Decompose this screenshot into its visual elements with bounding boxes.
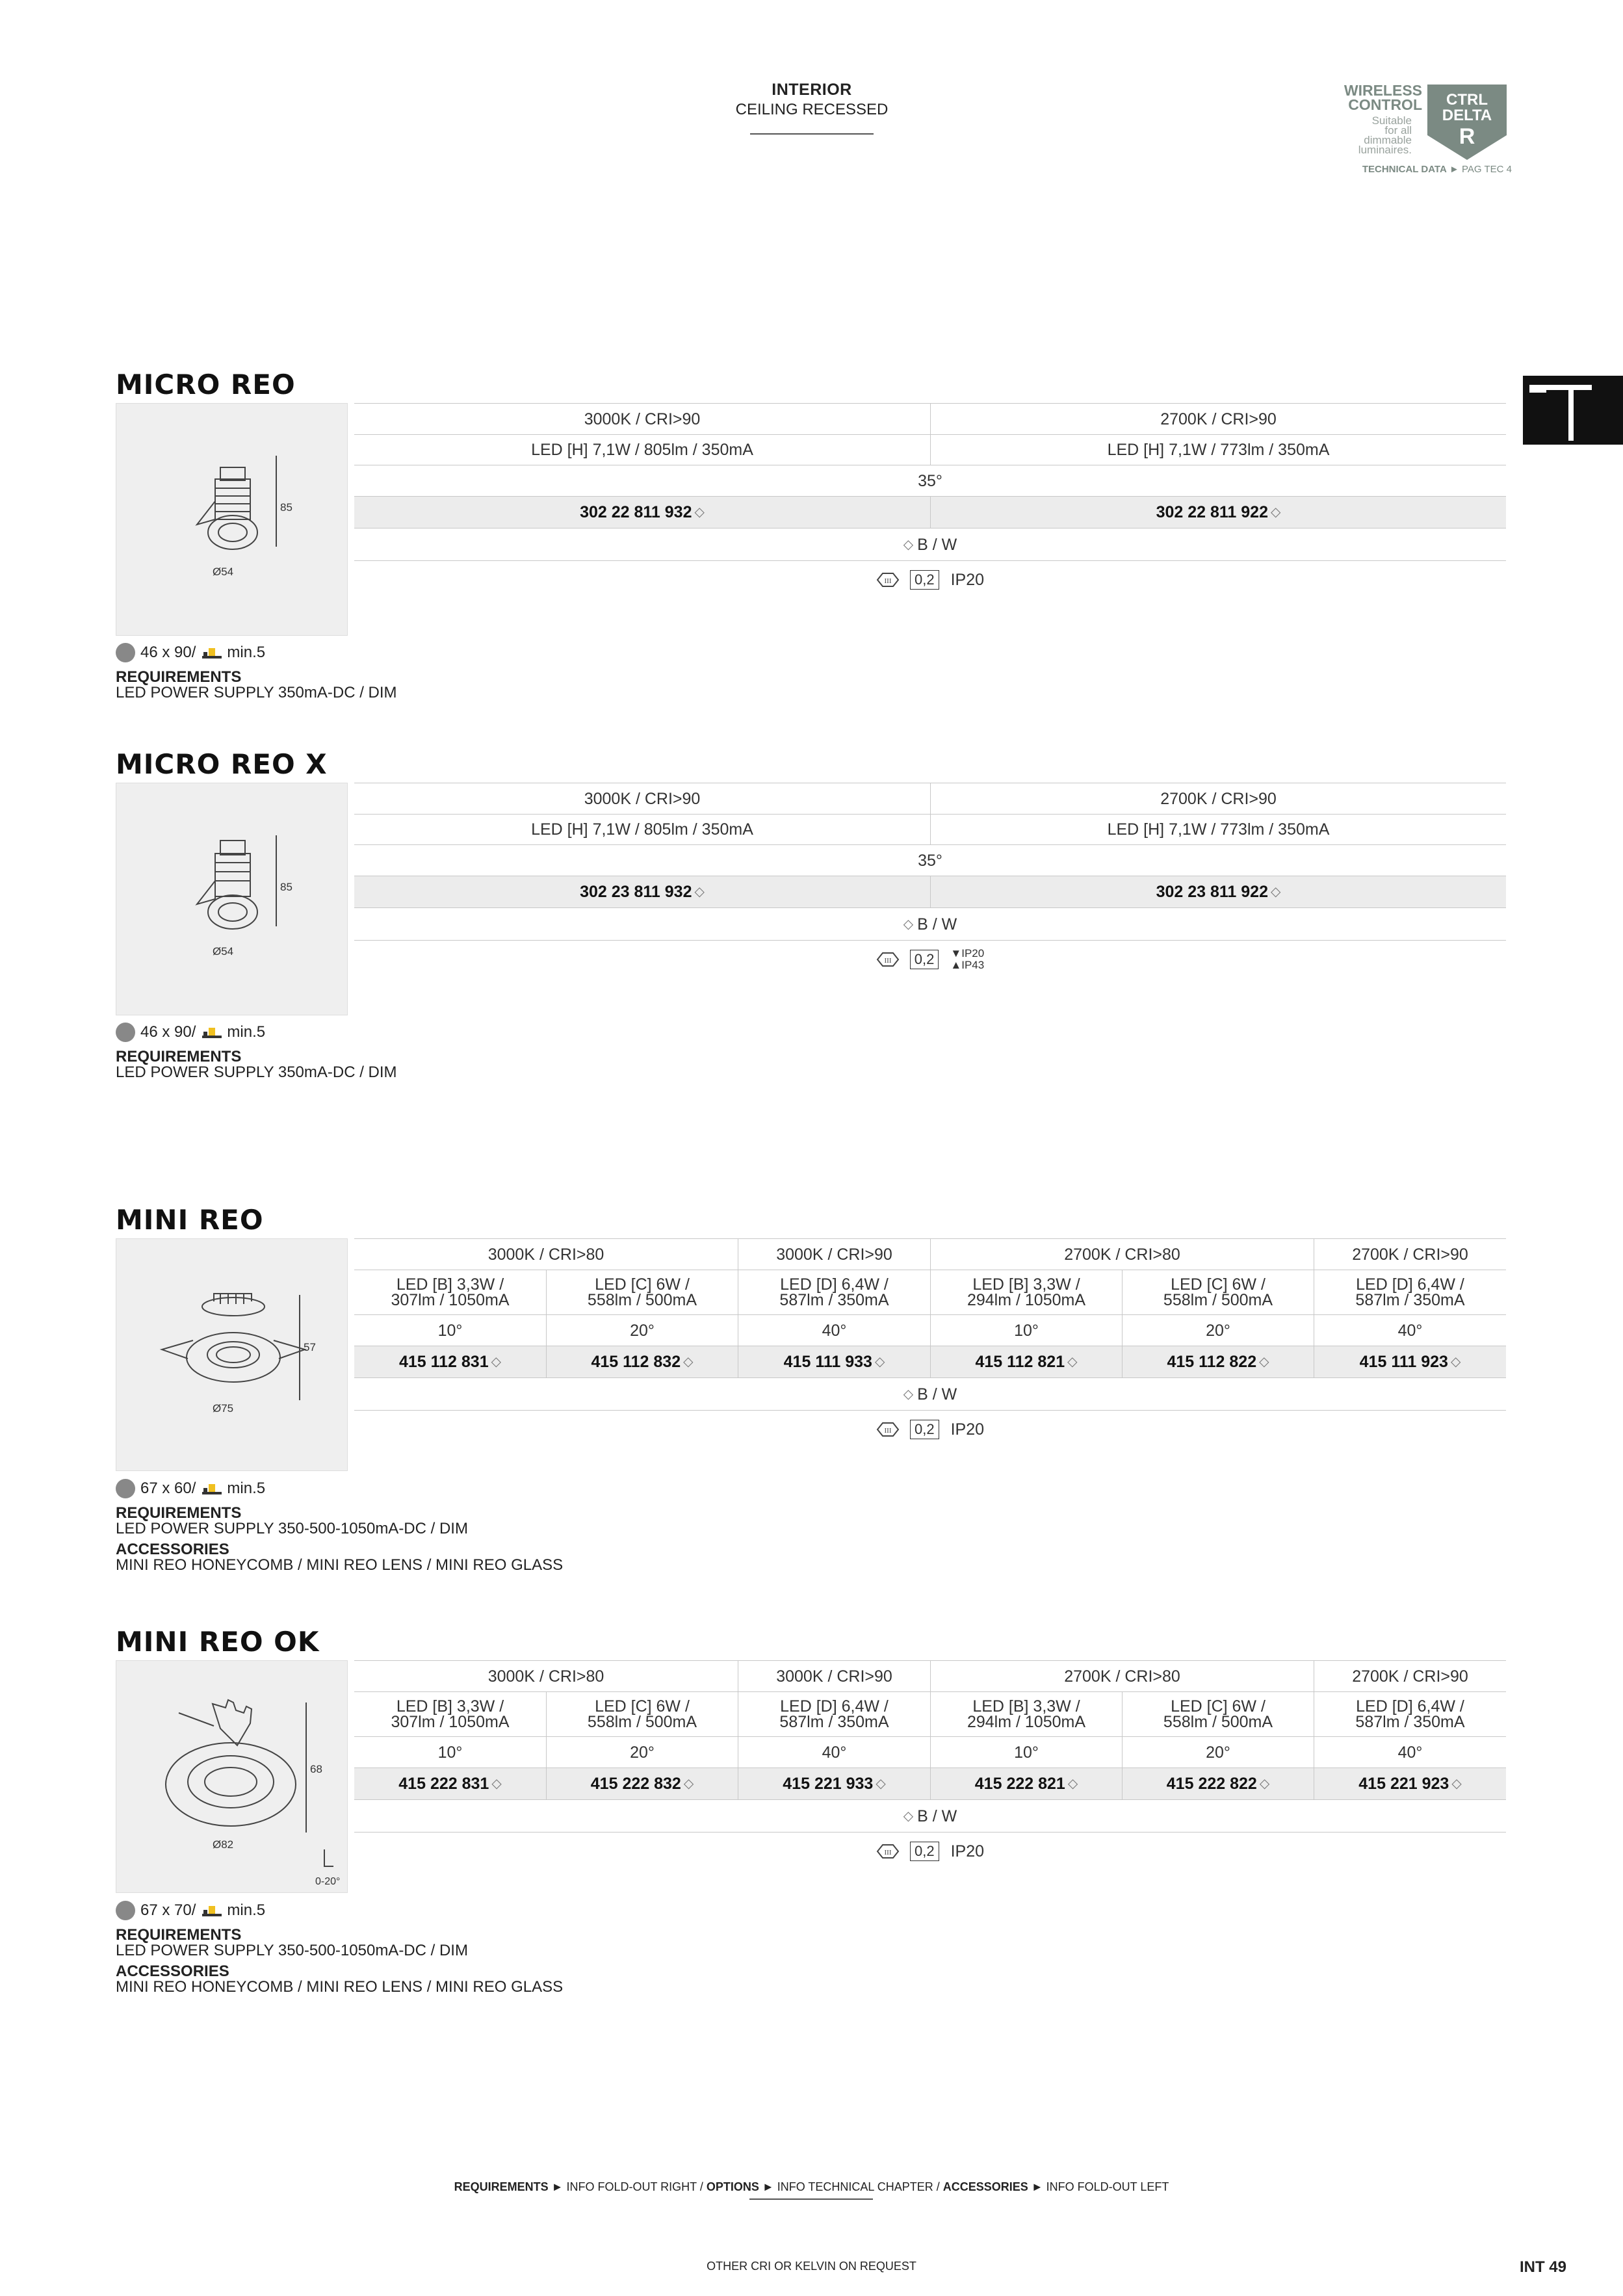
diamond-icon: ◇	[1259, 1355, 1269, 1369]
code-text: 415 112 832	[591, 1353, 681, 1371]
beam-cell: 20°	[546, 1315, 738, 1346]
dim-separator: /	[191, 644, 196, 661]
height-dim: 85	[280, 881, 292, 893]
code-cell	[354, 1768, 546, 1799]
code-cell	[546, 1346, 738, 1377]
info-micro-reo	[116, 641, 397, 701]
section-title-mini-reo-ok: MINI REO OK	[116, 1626, 320, 1658]
accessories-label: ACCESSORIES	[116, 1963, 229, 1980]
ip-bottom: IP43	[961, 959, 985, 971]
led-cell: LED [D] 6,4W / 587lm / 350mA	[1314, 1270, 1506, 1314]
svg-text:III: III	[884, 957, 892, 965]
cutout-value: 67 x 70	[140, 1901, 192, 1919]
badge-dimmable: dimmable	[1364, 134, 1412, 146]
spec-table-mini-reo	[354, 1238, 1506, 1448]
header-cell: 2700K / CRI>90	[1314, 1239, 1506, 1270]
code-cell	[1122, 1768, 1314, 1799]
beam-cell: 20°	[546, 1737, 738, 1768]
beam-cell: 35°	[918, 851, 942, 870]
code-cell	[546, 1768, 738, 1799]
insulation-icon	[201, 1025, 223, 1039]
code-cell	[930, 876, 1506, 907]
class-iii-icon	[876, 1422, 900, 1437]
beam-cell: 10°	[930, 1315, 1122, 1346]
page-header	[682, 81, 942, 135]
led-cell: LED [B] 3,3W / 294lm / 1050mA	[930, 1270, 1122, 1314]
product-drawing-micro-reo	[116, 403, 348, 636]
led-cell: LED [C] 6W / 558lm / 500mA	[1122, 1692, 1314, 1736]
code-cell	[930, 497, 1506, 528]
requirements-value: LED POWER SUPPLY 350-500-1050mA-DC / DIM	[116, 1520, 468, 1537]
code-cell	[354, 497, 930, 528]
led-cell: LED [H] 7,1W / 773lm / 350mA	[930, 815, 1506, 844]
product-drawing-mini-reo-ok	[116, 1660, 348, 1893]
beam-cell: 35°	[918, 471, 942, 490]
code-cell	[1314, 1768, 1506, 1799]
header-cell: 2700K / CRI>80	[930, 1661, 1314, 1691]
min5-value: min.5	[227, 1901, 266, 1919]
code-cell	[930, 1768, 1122, 1799]
footer-req: REQUIREMENTS	[454, 2180, 549, 2193]
beam-cell: 40°	[1314, 1737, 1506, 1768]
code-cell	[930, 1346, 1122, 1377]
diamond-icon: ◇	[903, 917, 914, 932]
cutout-icon	[116, 643, 135, 662]
code-cell	[354, 876, 930, 907]
dim-separator: /	[191, 1901, 196, 1919]
wireless-control-label	[1343, 83, 1422, 112]
svg-text:III: III	[884, 1427, 892, 1435]
ip-up-icon: ▲	[950, 959, 962, 971]
requirements-value: LED POWER SUPPLY 350mA-DC / DIM	[116, 684, 397, 701]
spec-table-micro-reo	[354, 403, 1506, 599]
diamond-icon: ◇	[491, 1355, 502, 1369]
glow-wire-box: 0,2	[910, 950, 939, 969]
led-cell: LED [B] 3,3W / 307lm / 1050mA	[391, 1697, 510, 1731]
insulation-icon	[201, 1481, 223, 1496]
diamond-icon: ◇	[694, 885, 705, 899]
diamond-icon: ◇	[874, 1355, 885, 1369]
subcategory-title: CEILING RECESSED	[735, 101, 889, 118]
diamond-icon: ◇	[1271, 505, 1281, 519]
header-cell: 3000K / CRI>90	[584, 410, 701, 428]
ip-rating: IP20	[950, 1842, 985, 1860]
insulation-icon	[201, 646, 223, 660]
finish-text: B / W	[917, 915, 957, 933]
tech-label: TECHNICAL DATA	[1362, 164, 1447, 175]
ip-rating: IP20	[950, 570, 985, 589]
technical-data-ref	[1343, 164, 1512, 175]
ctrl-delta-shield-icon	[1427, 85, 1507, 160]
ip-row	[354, 561, 1506, 599]
glow-wire-box: 0,2	[910, 1420, 939, 1439]
cutout-value: 46 x 90	[140, 644, 192, 661]
dim-separator: /	[191, 1480, 196, 1497]
code-text: 415 111 923	[1359, 1353, 1448, 1371]
finish-text: B / W	[917, 1385, 957, 1403]
code-text: 415 112 821	[975, 1353, 1065, 1371]
led-cell: LED [H] 7,1W / 805lm / 350mA	[531, 820, 753, 839]
diamond-icon: ◇	[491, 1777, 502, 1791]
finish-text: B / W	[917, 1807, 957, 1825]
finish-cell	[354, 1378, 1506, 1410]
badge-ctrl: CTRL	[1446, 91, 1488, 109]
header-cell: 2700K / CRI>90	[930, 783, 1506, 814]
badge-for-all: for all	[1384, 124, 1412, 137]
svg-text:III: III	[884, 1849, 892, 1857]
led-cell: LED [B] 3,3W / 294lm / 1050mA	[930, 1692, 1122, 1736]
cutout-icon	[116, 1023, 135, 1042]
cutout-dims	[116, 1021, 397, 1044]
dim-separator: /	[191, 1023, 196, 1041]
diamond-icon: ◇	[1450, 1355, 1461, 1369]
code-text: 415 222 831	[398, 1775, 489, 1793]
diamond-icon: ◇	[903, 537, 914, 552]
beam-cell: 20°	[1122, 1315, 1314, 1346]
ip-row	[354, 941, 1506, 978]
header-cell: 3000K / CRI>90	[738, 1661, 930, 1691]
code-text: 302 22 811 932	[580, 503, 692, 521]
code-cell	[738, 1768, 930, 1799]
ip-down-icon: ▼	[950, 947, 962, 959]
footer-opt: OPTIONS	[706, 2180, 759, 2193]
accessories-value: MINI REO HONEYCOMB / MINI REO LENS / MINI REO GLASS	[116, 1556, 564, 1574]
requirements-label: REQUIREMENTS	[116, 1504, 242, 1522]
product-drawing-micro-reo-x	[116, 783, 348, 1015]
badge-wireless: WIRELESS	[1344, 82, 1422, 99]
diamond-icon: ◇	[1259, 1777, 1270, 1791]
cutout-value: 46 x 90	[140, 1023, 192, 1041]
code-text: 302 22 811 922	[1156, 503, 1268, 521]
svg-text:III: III	[884, 577, 892, 585]
section-title-mini-reo: MINI REO	[116, 1204, 264, 1236]
accessories-label: ACCESSORIES	[116, 1541, 229, 1558]
led-cell: LED [C] 6W / 558lm / 500mA	[1122, 1270, 1314, 1314]
footer-req-info: INFO FOLD-OUT RIGHT /	[566, 2180, 703, 2193]
header-cell: 2700K / CRI>90	[930, 404, 1506, 434]
min5-value: min.5	[227, 644, 266, 661]
page-number: INT 49	[1519, 2258, 1566, 2276]
arrow-icon: ►	[551, 2180, 564, 2193]
beam-cell: 40°	[738, 1737, 930, 1768]
finish-text: B / W	[917, 535, 957, 554]
requirements-label: REQUIREMENTS	[116, 1926, 242, 1944]
header-cell: 2700K / CRI>80	[930, 1239, 1314, 1270]
badge-suitable-text	[1343, 116, 1412, 155]
cutout-dims	[116, 1899, 563, 1922]
header-cell: 3000K / CRI>80	[487, 1667, 604, 1686]
diameter-dim: Ø82	[213, 1838, 234, 1851]
diameter-dim: Ø54	[213, 945, 234, 958]
finish-cell	[354, 528, 1506, 560]
badge-suitable: Suitable	[1371, 114, 1412, 127]
code-text: 415 222 821	[974, 1775, 1065, 1793]
class-iii-icon	[876, 572, 900, 588]
code-text: 302 23 811 932	[580, 883, 692, 901]
product-drawing-mini-reo	[116, 1238, 348, 1471]
height-dim: 85	[280, 501, 292, 514]
wireless-control-badge	[1343, 83, 1512, 181]
footer-acc-info: INFO FOLD-OUT LEFT	[1046, 2180, 1169, 2193]
requirements-label: REQUIREMENTS	[116, 668, 242, 686]
beam-cell: 10°	[437, 1321, 463, 1340]
arrow-icon: ►	[1031, 2180, 1043, 2193]
led-cell: LED [D] 6,4W / 587lm / 350mA	[738, 1270, 930, 1314]
tech-arrow-icon: ►	[1449, 164, 1459, 175]
badge-delta: DELTA	[1442, 107, 1492, 124]
glow-wire-box: 0,2	[910, 1842, 939, 1861]
footer-opt-info: INFO TECHNICAL CHAPTER /	[777, 2180, 940, 2193]
diamond-icon: ◇	[1271, 885, 1281, 899]
diamond-icon: ◇	[903, 1387, 914, 1402]
header-cell: 3000K / CRI>90	[584, 789, 701, 808]
height-dim: 57	[304, 1341, 316, 1353]
beam-cell: 20°	[1122, 1737, 1314, 1768]
finish-cell	[354, 908, 1506, 940]
ip-rating-stack	[950, 948, 984, 971]
requirements-value: LED POWER SUPPLY 350-500-1050mA-DC / DIM	[116, 1942, 468, 1959]
height-dim: 68	[310, 1763, 322, 1775]
chapter-tab	[1523, 376, 1623, 445]
beam-cell: 40°	[738, 1315, 930, 1346]
code-cell	[738, 1346, 930, 1377]
cutout-value: 67 x 60	[140, 1480, 192, 1497]
tech-ref: PAG TEC 4	[1462, 164, 1512, 175]
class-iii-icon	[876, 1844, 900, 1859]
diamond-icon: ◇	[1067, 1355, 1078, 1369]
diamond-icon: ◇	[1451, 1777, 1462, 1791]
diamond-icon: ◇	[876, 1777, 886, 1791]
code-cell	[354, 1346, 546, 1377]
led-cell: LED [D] 6,4W / 587lm / 350mA	[738, 1692, 930, 1736]
led-cell: LED [H] 7,1W / 773lm / 350mA	[930, 435, 1506, 465]
footer-legend	[0, 2180, 1623, 2194]
beam-cell: 10°	[930, 1737, 1122, 1768]
header-cell: 3000K / CRI>80	[487, 1245, 604, 1264]
footer-divider	[749, 2198, 873, 2200]
badge-r: R	[1459, 124, 1475, 149]
cutout-icon	[116, 1901, 135, 1920]
info-mini-reo	[116, 1477, 563, 1573]
ip-row	[354, 1411, 1506, 1448]
header-cell: 3000K / CRI>90	[738, 1239, 930, 1270]
diamond-icon: ◇	[683, 1355, 694, 1369]
diamond-icon: ◇	[683, 1777, 694, 1791]
info-mini-reo-ok	[116, 1899, 563, 1995]
spec-table-micro-reo-x	[354, 783, 1506, 978]
cutout-dims	[116, 1477, 563, 1500]
footer-acc: ACCESSORIES	[942, 2180, 1028, 2193]
header-divider	[750, 133, 874, 135]
diameter-dim: Ø54	[213, 566, 234, 578]
led-cell: LED [C] 6W / 558lm / 500mA	[546, 1270, 738, 1314]
cutout-icon	[116, 1479, 135, 1498]
arrow-icon: ►	[762, 2180, 774, 2193]
min5-value: min.5	[227, 1023, 266, 1041]
ip-rating: IP20	[950, 1420, 985, 1439]
beam-cell: 40°	[1314, 1315, 1506, 1346]
spec-table-mini-reo-ok	[354, 1660, 1506, 1870]
code-text: 302 23 811 922	[1156, 883, 1268, 901]
ceiling-recessed-icon	[1523, 376, 1623, 445]
code-text: 415 222 822	[1166, 1775, 1257, 1793]
accessories-value: MINI REO HONEYCOMB / MINI REO LENS / MINI REO GLASS	[116, 1978, 564, 1996]
info-micro-reo-x	[116, 1021, 397, 1080]
header-cell: 2700K / CRI>90	[1314, 1661, 1506, 1691]
class-iii-icon	[876, 952, 900, 967]
code-text: 415 112 831	[398, 1353, 489, 1371]
beam-cell: 10°	[437, 1743, 463, 1762]
diamond-icon: ◇	[694, 505, 705, 519]
diamond-icon: ◇	[1067, 1777, 1078, 1791]
led-cell: LED [B] 3,3W / 307lm / 1050mA	[391, 1275, 510, 1309]
insulation-icon	[201, 1903, 223, 1918]
code-cell	[1314, 1346, 1506, 1377]
code-text: 415 221 923	[1358, 1775, 1449, 1793]
requirements-label: REQUIREMENTS	[116, 1048, 242, 1065]
ip-row	[354, 1833, 1506, 1870]
badge-control: CONTROL	[1348, 96, 1422, 113]
code-text: 415 222 832	[590, 1775, 681, 1793]
tilt-range: 0-20°	[315, 1876, 341, 1887]
glow-wire-box: 0,2	[910, 570, 939, 590]
requirements-value: LED POWER SUPPLY 350mA-DC / DIM	[116, 1063, 397, 1081]
cutout-dims	[116, 641, 397, 664]
led-cell: LED [H] 7,1W / 805lm / 350mA	[531, 441, 753, 459]
section-title-micro-reo-x: MICRO REO X	[116, 748, 328, 780]
code-text: 415 111 933	[783, 1353, 872, 1371]
badge-luminaires: luminaires.	[1358, 144, 1412, 156]
led-cell: LED [C] 6W / 558lm / 500mA	[546, 1692, 738, 1736]
diamond-icon: ◇	[903, 1808, 914, 1823]
finish-cell	[354, 1800, 1506, 1832]
diameter-dim: Ø75	[213, 1402, 234, 1415]
code-text: 415 112 822	[1167, 1353, 1257, 1371]
ip-top: IP20	[961, 947, 985, 959]
min5-value: min.5	[227, 1480, 266, 1497]
code-text: 415 221 933	[783, 1775, 874, 1793]
section-title-micro-reo: MICRO REO	[116, 369, 296, 400]
footer-note: OTHER CRI OR KELVIN ON REQUEST	[707, 2260, 916, 2273]
category-title: INTERIOR	[772, 81, 852, 99]
code-cell	[1122, 1346, 1314, 1377]
led-cell: LED [D] 6,4W / 587lm / 350mA	[1314, 1692, 1506, 1736]
